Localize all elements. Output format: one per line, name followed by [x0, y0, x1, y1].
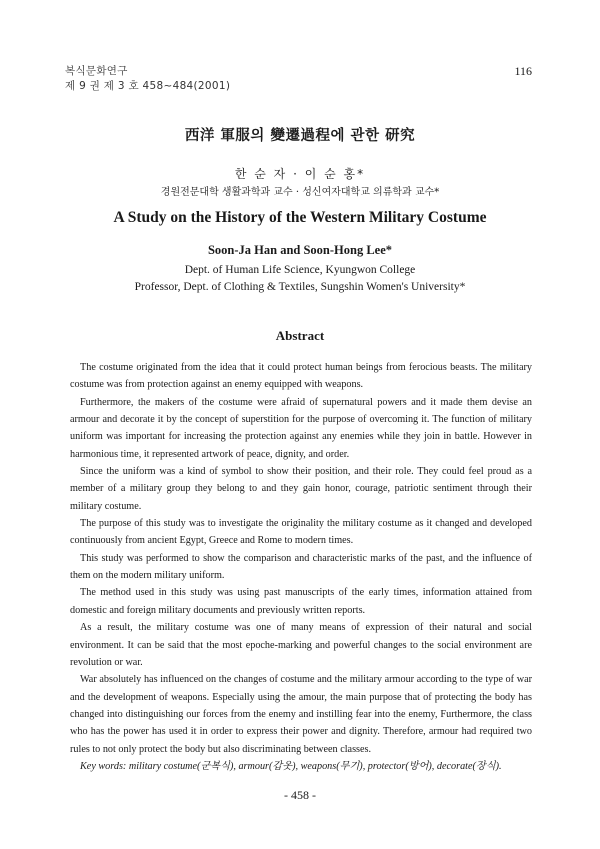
abstract-paragraph: Furthermore, the makers of the costume were afraid of supernatural powers and it made them devise an armour and decorate it by the concept of superstition for the purpose of overcoming it. The function of military uniform was important for increasing the protection against any enemies while they join in battle. However in harmonious time, it represented artwork of peace, dignity, and order.	[70, 396, 532, 460]
english-title: A Study on the History of the Western Military Costume	[113, 209, 487, 226]
abstract-body	[70, 359, 532, 775]
journal-info	[65, 64, 230, 94]
affiliation-line: Professor, Dept. of Clothing & Textiles, Sungshin Women's University*	[134, 281, 466, 293]
korean-title: 西洋 軍服의 變遷過程에 관한 研究	[184, 128, 416, 144]
english-authors: Soon-Ja Han and Soon-Hong Lee*	[207, 243, 393, 257]
page-number: 116	[514, 64, 532, 78]
korean-authors: 한 순 자 · 이 순 홍*	[234, 167, 366, 181]
abstract-paragraph: Since the uniform was a kind of symbol to show their position, and their role. They could feel proud as a member of a military group they belong to and they gain honor, courage, patriotic sentiment through their military costume.	[70, 466, 532, 512]
abstract-paragraph: This study was performed to show the comparison and characteristic marks of the past, and the influence of them on the modern military uniform.	[70, 552, 532, 582]
footer-page-label: - 458 -	[284, 788, 316, 802]
abstract-paragraph: The method used in this study was using past manuscripts of the early times, information attained from domestic and foreign military documents and previously written reports.	[70, 587, 532, 616]
abstract-paragraph: As a result, the military costume was one of many means of expression of their natural and social environment. It can be said that the most epoche-marking and powerful changes to the social environment are revolution or war.	[70, 622, 532, 668]
abstract-paragraph: The purpose of this study was to investigate the originality the military costume as it changed and developed continuously from ancient Egypt, Greece and Rome to modern times.	[70, 518, 532, 547]
korean-affiliation: 경원전문대학 생활과학과 교수 · 성신여자대학교 의류학과 교수*	[160, 187, 440, 198]
english-affiliations	[0, 262, 600, 296]
abstract-paragraph: The costume originated from the idea that it could protect human beings from ferocious beasts. The military costume was from protection against an enemy equipped with weapons.	[70, 362, 532, 391]
journal-volume: 제 9 권 제 3 호 458~484(2001)	[65, 80, 231, 92]
journal-name: 복식문화연구	[65, 65, 128, 77]
abstract-paragraph: War absolutely has influenced on the changes of costume and the military armour according to the type of war and the development of weapons. Especially using the amour, the main purpose that of protecting the body has changed into distinguishing our forces from the enemy and instilling fear into the enemy, Furthermore, the class who has the power has used it in order to express their power and dignity. Therefore, armour had required two rules to not only protect the body but also discriminating between classes.	[70, 674, 532, 755]
keywords: Key words: military costume(군복식), armour(갑옷), weapons(무기), protector(방어), decorate(장식).	[80, 760, 502, 772]
abstract-heading: Abstract	[275, 328, 325, 343]
affiliation-line: Dept. of Human Life Science, Kyungwon College	[184, 264, 416, 276]
